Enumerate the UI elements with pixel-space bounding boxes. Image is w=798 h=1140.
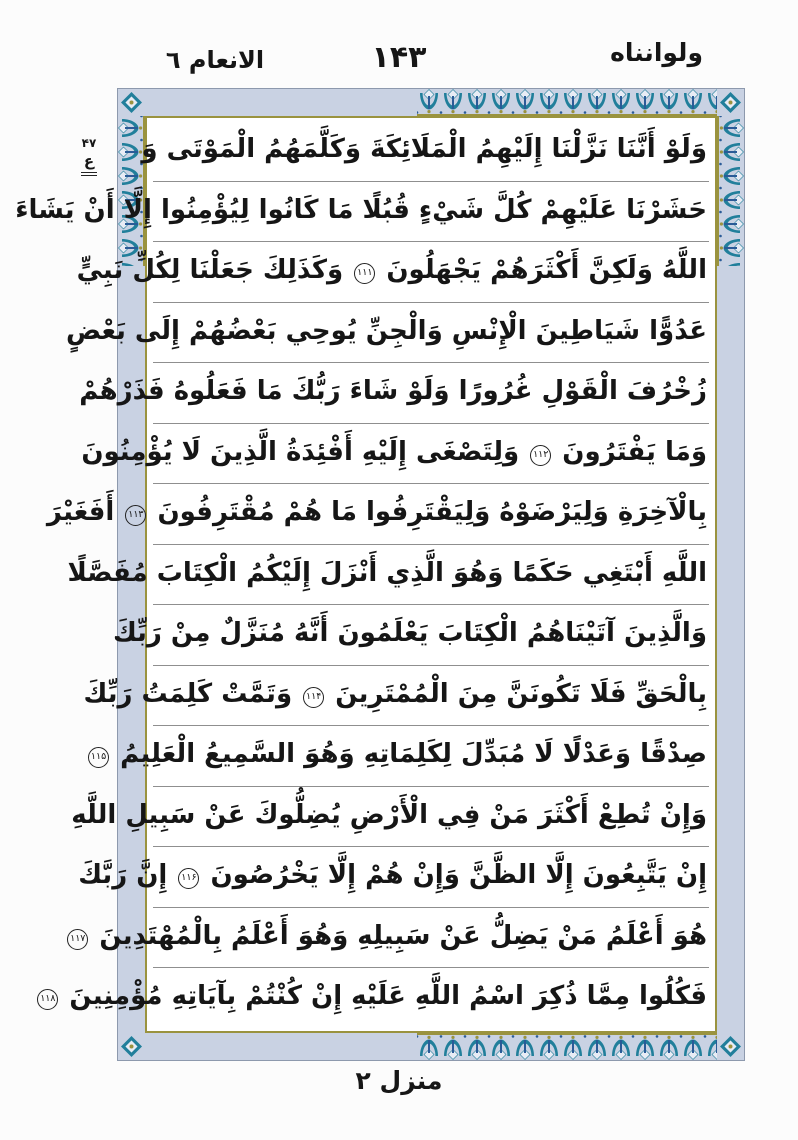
quran-text-segment: اللَّهُ وَلَكِنَّ أَكْثَرَهُمْ يَجْهَلُونَ (386, 255, 707, 286)
quran-text-segment: وَكَذَلِكَ جَعَلْنَا لِكُلِّ نَبِيٍّ (76, 255, 344, 286)
aya-end-marker-۱۱۶: ۱۱۶ (178, 868, 199, 889)
quran-text-segment: وَتَمَّتْ كَلِمَتُ رَبِّكَ (83, 678, 293, 709)
aya-end-marker-۱۱۳: ۱۱۳ (125, 505, 146, 526)
manzil-label: منزل ۲ (355, 1066, 443, 1095)
quran-line-7 (46, 484, 709, 545)
quran-text-segment: اللَّهِ أَبْتَغِي حَكَمًا وَهُوَ الَّذِي أَنْزَلَ إِلَيْكُمُ الْكِتَابَ مُفَصَّلًا (67, 557, 707, 588)
quran-text-segment: بِالْحَقِّ فَلَا تَكُونَنَّ مِنَ الْمُمْتَرِينَ (335, 678, 707, 709)
border-ornament-bottom (417, 1033, 717, 1060)
quran-text-segment: وَإِنْ تُطِعْ أَكْثَرَ مَنْ فِي الْأَرْضِ يُضِلُّوكَ عَنْ سَبِيلِ اللَّهِ (71, 799, 707, 830)
quran-text-segment: أَفَغَيْرَ (46, 497, 115, 528)
quran-line-3 (76, 242, 709, 303)
border-corner-bottom-left (118, 1033, 145, 1060)
quran-line-15 (40, 968, 709, 1028)
quran-line-11 (90, 726, 709, 787)
border-corner-bottom-right (717, 1033, 744, 1060)
quran-text-segment: عَدُوًّا شَيَاطِينَ الْإِنْسِ وَالْجِنِّ يُوحِي بَعْضُهُمْ إِلَى بَعْضٍ (65, 315, 707, 346)
quran-line-5 (79, 363, 709, 424)
quran-line-13 (78, 847, 709, 908)
quran-text-segment: صِدْقًا وَعَدْلًا لَا مُبَدِّلَ لِكَلِمَاتِهِ وَهُوَ السَّمِيعُ الْعَلِيمُ (120, 739, 707, 770)
aya-end-marker-۱۱۵: ۱۱۵ (88, 747, 109, 768)
quran-line-8 (67, 545, 709, 606)
quran-text-segment: إِنَّ رَبَّكَ (78, 860, 168, 891)
aya-end-marker-۱۱۸: ۱۱۸ (37, 989, 58, 1010)
quran-text-segment: وَالَّذِينَ آتَيْنَاهُمُ الْكِتَابَ يَعْلَمُونَ أَنَّهُ مُنَزَّلٌ مِنْ رَبِّكَ (112, 618, 707, 649)
quran-line-9 (112, 605, 709, 666)
quran-text-segment: بِالْآخِرَةِ وَلِيَرْضَوْهُ وَلِيَقْتَرِفُوا مَا هُمْ مُقْتَرِفُونَ (157, 497, 707, 528)
quran-text-segment: وَمَا يَفْتَرُونَ (562, 436, 707, 467)
aya-end-marker-۱۱۲: ۱۱۲ (530, 445, 551, 466)
quran-line-14 (70, 908, 709, 969)
ruku-marker (76, 136, 102, 176)
border-ornament-right (717, 116, 744, 266)
ruku-number: ۴۷ (81, 136, 97, 150)
aya-end-marker-۱۱۱: ۱۱۱ (354, 263, 375, 284)
quran-text-segment: زُخْرُفَ الْقَوْلِ غُرُورًا وَلَوْ شَاءَ رَبُّكَ مَا فَعَلُوهُ فَذَرْهُمْ (79, 376, 707, 407)
quran-line-10 (83, 666, 709, 727)
quran-text-segment: وَلِتَصْغَى إِلَيْهِ أَفْئِدَةُ الَّذِينَ لَا يُؤْمِنُونَ (81, 436, 520, 467)
juz-label: ولوانناه (610, 38, 703, 67)
border-corner-top-left (118, 89, 145, 116)
quran-line-6 (81, 424, 709, 485)
ruku-sign: ع (81, 152, 97, 176)
quran-text-segment: هُوَ أَعْلَمُ مَنْ يَضِلُّ عَنْ سَبِيلِهِ وَهُوَ أَعْلَمُ بِالْمُهْتَدِينَ (99, 920, 707, 951)
quran-text-segment: وَلَوْ أَنَّنَا نَزَّلْنَا إِلَيْهِمُ الْمَلَائِكَةَ وَكَلَّمَهُمُ الْمَوْتَى وَ (141, 134, 707, 164)
aya-end-marker-۱۱۴: ۱۱۴ (303, 687, 324, 708)
page-number: ۱۴۳ (371, 40, 427, 75)
quran-line-4 (65, 303, 709, 364)
quran-line-12 (71, 787, 709, 848)
aya-end-marker-۱۱۷: ۱۱۷ (67, 929, 88, 950)
quran-text-segment: حَشَرْنَا عَلَيْهِمْ كُلَّ شَيْءٍ قُبُلًا مَا كَانُوا لِيُؤْمِنُوا إِلَّا أَنْ يَشَاءَ (15, 194, 707, 225)
surah-label: الانعام ٦ (165, 46, 265, 74)
quran-text-segment: فَكُلُوا مِمَّا ذُكِرَ اسْمُ اللَّهِ عَلَيْهِ إِنْ كُنْتُمْ بِآيَاتِهِ مُؤْمِنِينَ (69, 981, 707, 1012)
quran-line-2 (15, 182, 709, 243)
border-ornament-top (417, 89, 717, 116)
quran-text-segment: إِنْ يَتَّبِعُونَ إِلَّا الظَّنَّ وَإِنْ هُمْ إِلَّا يَخْرُصُونَ (210, 860, 707, 891)
border-corner-top-right (717, 89, 744, 116)
quran-line-1 (141, 121, 709, 182)
